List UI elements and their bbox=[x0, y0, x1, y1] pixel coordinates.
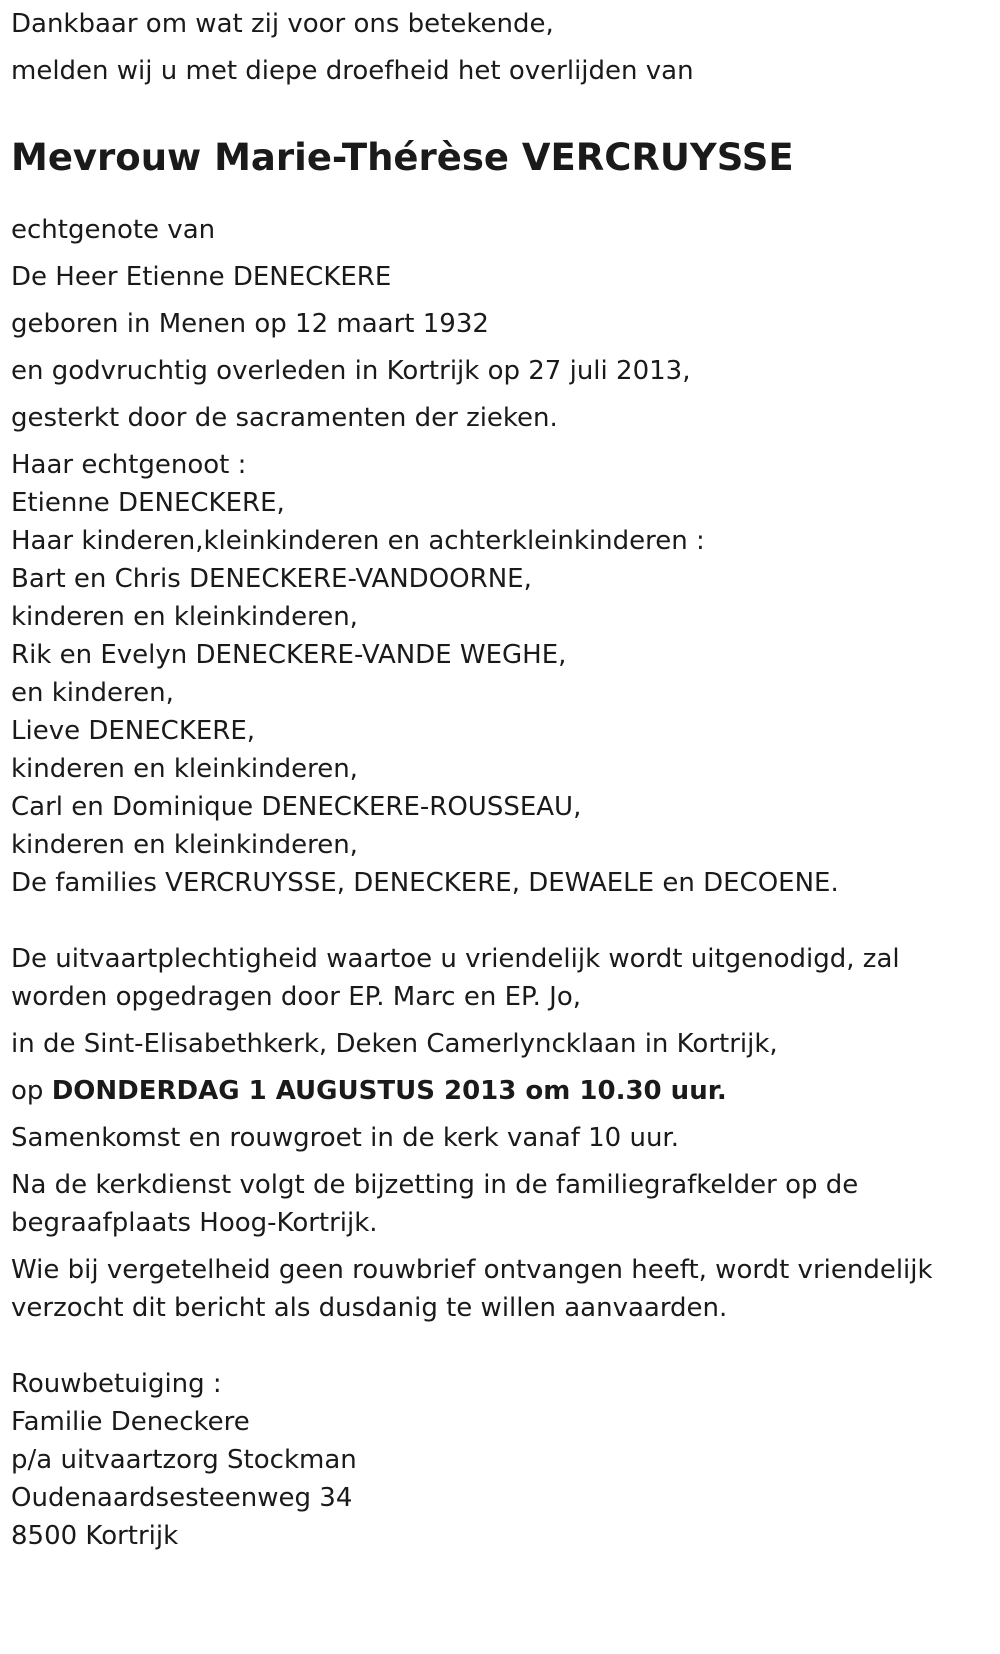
detail-line: gesterkt door de sacramenten der zieken. bbox=[11, 403, 558, 433]
condolence-line: Rouwbetuiging : bbox=[11, 1369, 222, 1399]
condolence-line: 8500 Kortrijk bbox=[11, 1521, 179, 1551]
family-line: kinderen en kleinkinderen, bbox=[11, 602, 358, 632]
detail-line: De Heer Etienne DENECKERE bbox=[11, 262, 392, 292]
gathering-line: Samenkomst en rouwgroet in de kerk vanaf 10 uur. bbox=[11, 1123, 679, 1153]
family-line: Rik en Evelyn DENECKERE-VANDE WEGHE, bbox=[11, 640, 567, 670]
condolence-line: Oudenaardsesteenweg 34 bbox=[11, 1483, 353, 1513]
family-line: kinderen en kleinkinderen, bbox=[11, 830, 358, 860]
family-line: Bart en Chris DENECKERE-VANDOORNE, bbox=[11, 564, 532, 594]
intro-line-2: melden wij u met diepe droefheid het overlijden van bbox=[11, 56, 694, 86]
family-line: Haar kinderen,kleinkinderen en achterkleinkinderen : bbox=[11, 526, 705, 556]
family-line: Carl en Dominique DENECKERE-ROUSSEAU, bbox=[11, 792, 582, 822]
ceremony-line: De uitvaartplechtigheid waartoe u vriendelijk wordt uitgenodigd, zal bbox=[11, 944, 900, 974]
condolence-line: p/a uitvaartzorg Stockman bbox=[11, 1445, 357, 1475]
notice-line: verzocht dit bericht als dusdanig te willen aanvaarden. bbox=[11, 1293, 728, 1323]
church-line: in de Sint-Elisabethkerk, Deken Camerlyncklaan in Kortrijk, bbox=[11, 1029, 778, 1059]
date-bold: DONDERDAG 1 AUGUSTUS 2013 om 10.30 uur. bbox=[51, 1076, 727, 1106]
family-line: Etienne DENECKERE, bbox=[11, 488, 285, 518]
condolence-line: Familie Deneckere bbox=[11, 1407, 250, 1437]
burial-line: begraafplaats Hoog-Kortrijk. bbox=[11, 1208, 378, 1238]
family-line: Lieve DENECKERE, bbox=[11, 716, 256, 746]
detail-line: echtgenote van bbox=[11, 215, 216, 245]
ceremony-line: worden opgedragen door EP. Marc en EP. Jo, bbox=[11, 982, 581, 1012]
birth-line: geboren in Menen op 12 maart 1932 bbox=[11, 309, 489, 339]
date-prefix: op bbox=[11, 1076, 44, 1106]
intro-line-1: Dankbaar om wat zij voor ons betekende, bbox=[11, 9, 554, 39]
burial-line: Na de kerkdienst volgt de bijzetting in de familiegrafkelder op de bbox=[11, 1170, 859, 1200]
deceased-name: Mevrouw Marie-Thérèse VERCRUYSSE bbox=[11, 136, 794, 179]
ceremony-date bbox=[11, 1074, 727, 1108]
family-line: en kinderen, bbox=[11, 678, 174, 708]
notice-line: Wie bij vergetelheid geen rouwbrief ontvangen heeft, wordt vriendelijk bbox=[11, 1255, 933, 1285]
family-line: kinderen en kleinkinderen, bbox=[11, 754, 358, 784]
family-line: Haar echtgenoot : bbox=[11, 450, 247, 480]
death-line: en godvruchtig overleden in Kortrijk op 27 juli 2013, bbox=[11, 356, 691, 386]
family-line: De families VERCRUYSSE, DENECKERE, DEWAELE en DECOENE. bbox=[11, 868, 839, 898]
